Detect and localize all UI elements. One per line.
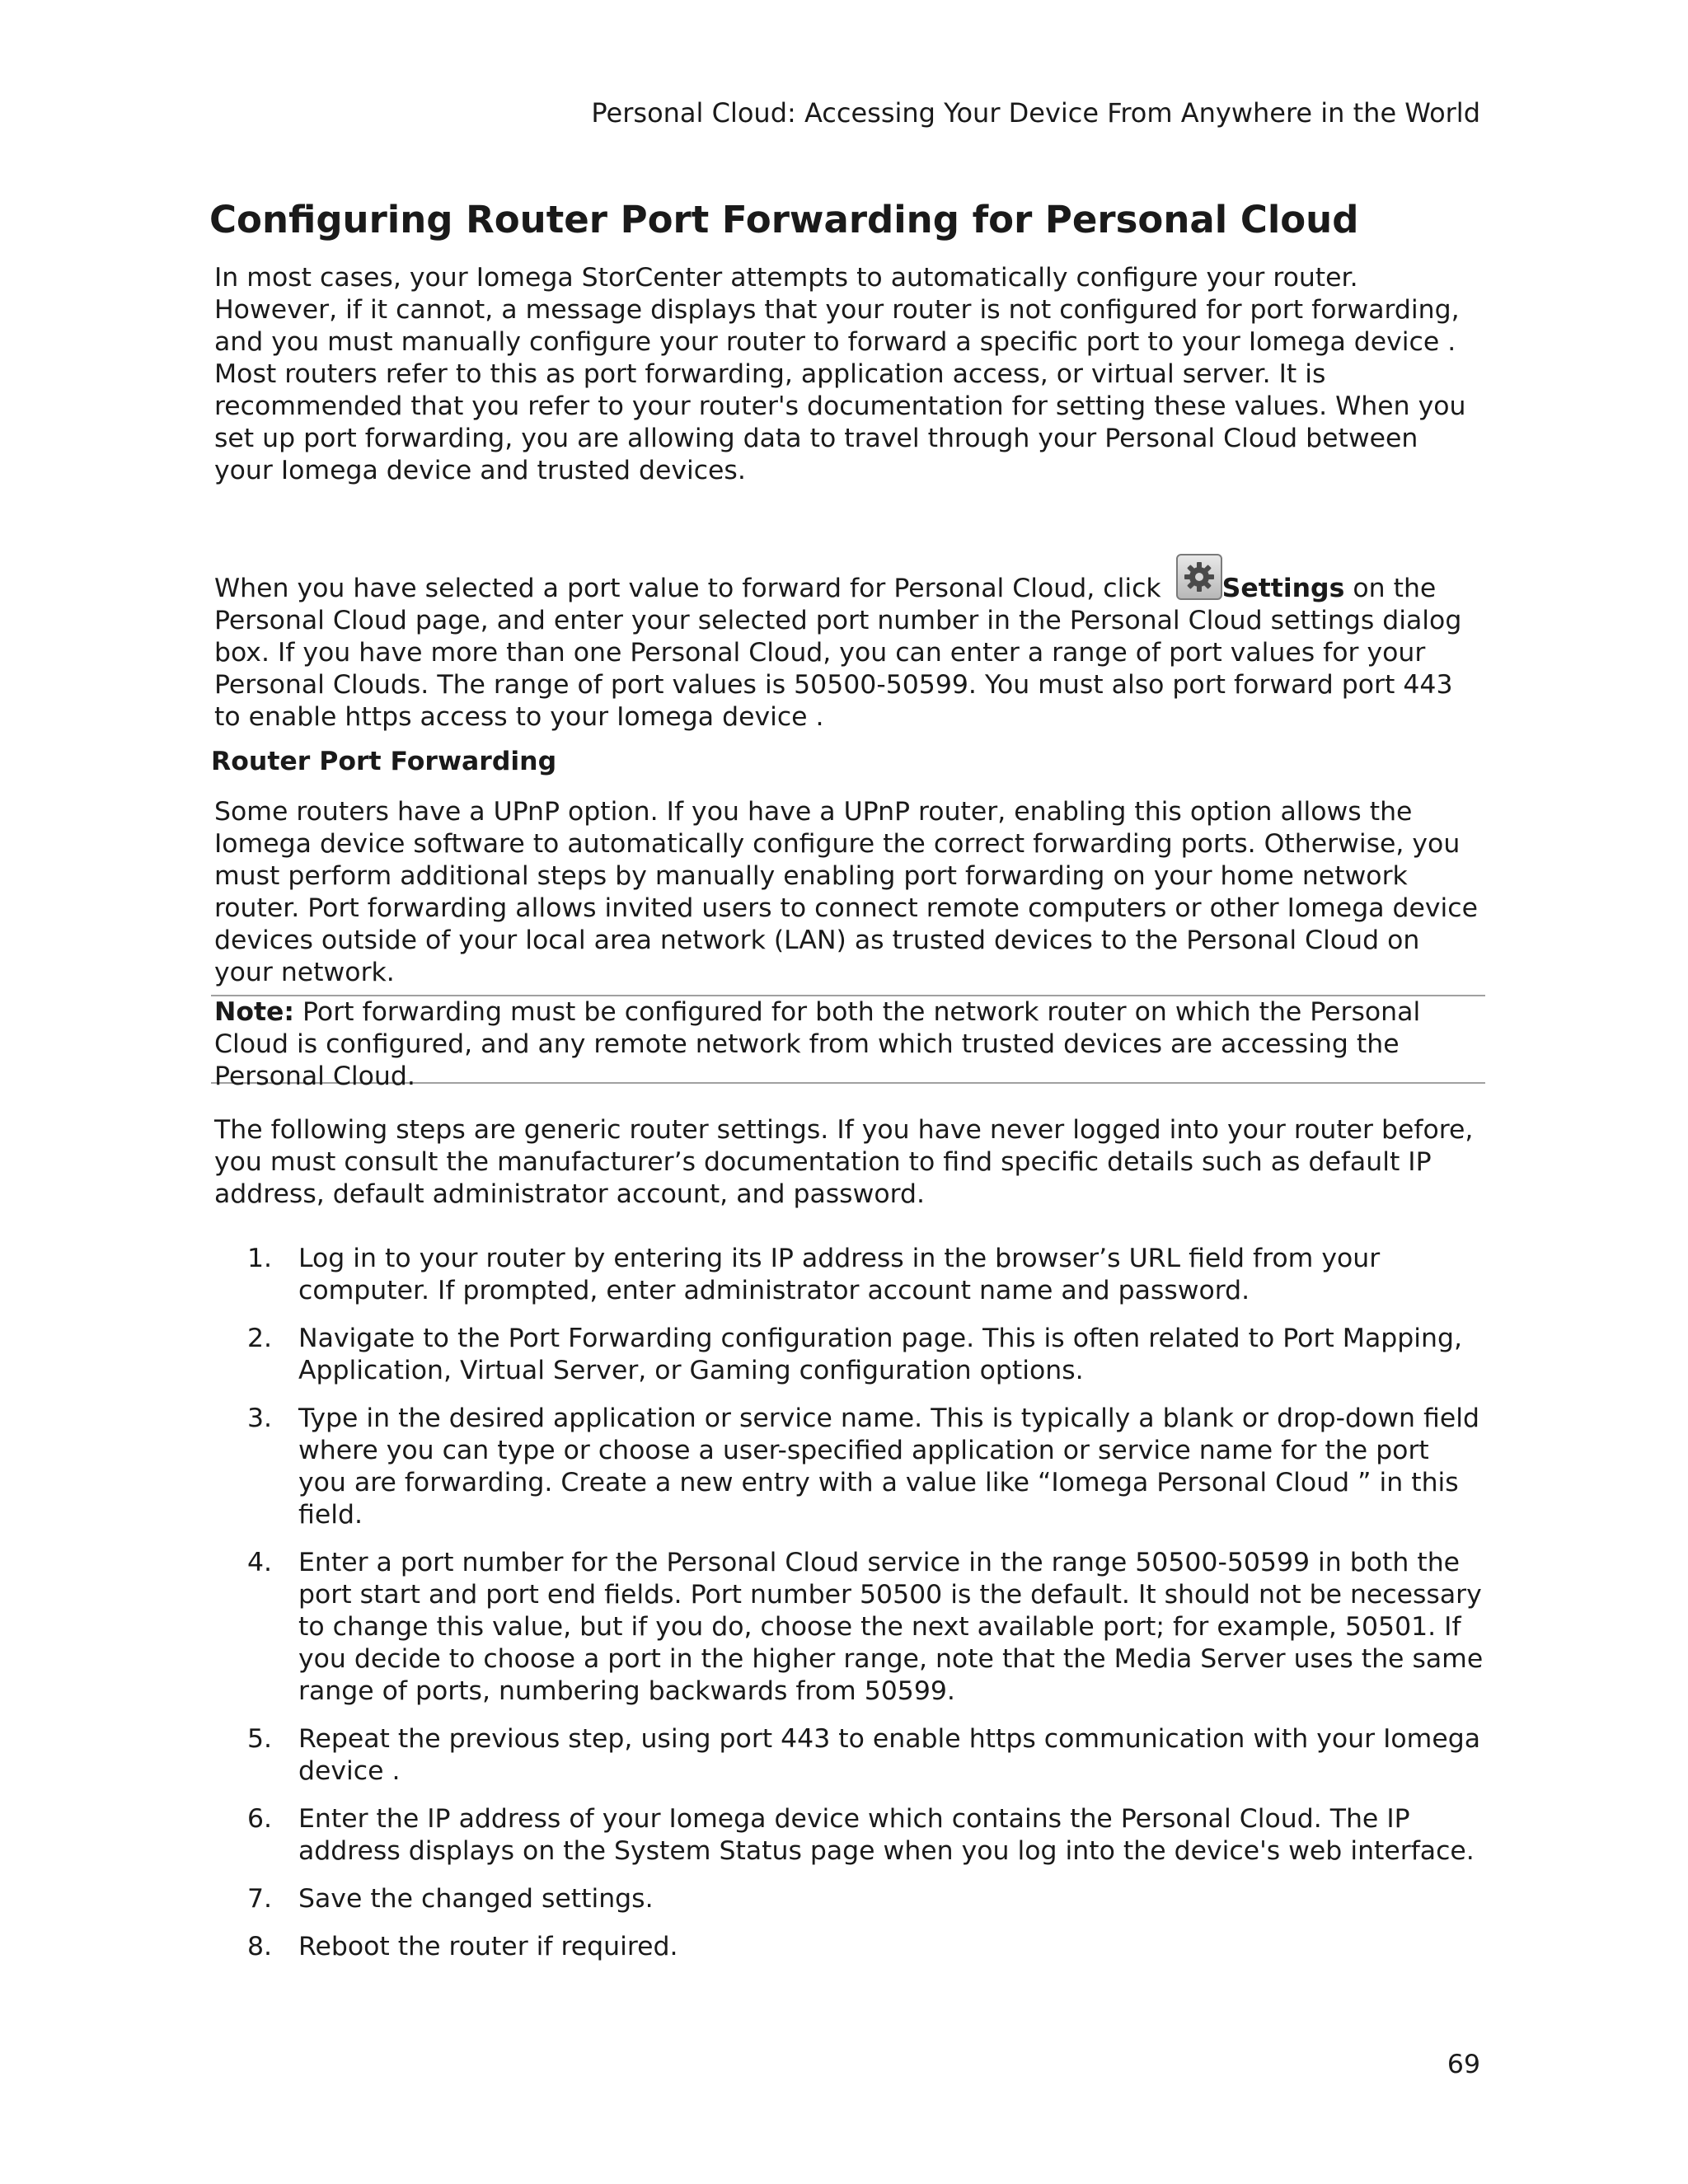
page-number: 69: [1447, 2050, 1480, 2079]
note-box: [211, 995, 1485, 1091]
note-label: Note:: [214, 997, 295, 1027]
step-text: Repeat the previous step, using port 443 to enable https communication with your Iomega device .: [298, 1724, 1481, 1786]
step-number: 3.: [247, 1404, 273, 1433]
step-text: Log in to your router by entering its IP address in the browser’s URL field from your computer. If prompted, enter administrator account name and password.: [298, 1244, 1381, 1305]
running-header: Personal Cloud: Accessing Your Device From Anywhere in the World: [591, 97, 1480, 129]
list-item: [214, 1883, 1484, 1915]
note-text: [214, 996, 1484, 1093]
step-text: Save the changed settings.: [298, 1884, 654, 1914]
steps-intro-paragraph: The following steps are generic router settings. If you have never logged into your router before, you must consult the manufacturer’s documentation to find specific details such as default IP address, default administrator account, and password.: [214, 1115, 1474, 1209]
list-item: [214, 1403, 1484, 1531]
step-number: 4.: [247, 1548, 273, 1577]
list-item: [214, 1323, 1484, 1387]
subsection-title: Router Port Forwarding: [211, 747, 557, 776]
upnp-paragraph: Some routers have a UPnP option. If you have a UPnP router, enabling this option allows the Iomega device software to automatically configure the correct forwarding ports. Otherwise, you must perform additional steps by manually enabling port forwarding on your home network router. Port forwarding allows invited users to connect remote computers or other Iomega device devices outside of your local area network (LAN) as trusted devices to the Personal Cloud on your network.: [214, 797, 1478, 987]
gear-icon: [1176, 554, 1222, 600]
list-item: [214, 1243, 1484, 1307]
step-number: 8.: [247, 1932, 273, 1961]
step-number: 7.: [247, 1884, 273, 1914]
list-item: [214, 1547, 1484, 1708]
settings-paragraph: [214, 554, 1484, 733]
list-item: [214, 1803, 1484, 1868]
settings-label: Settings: [1221, 574, 1345, 603]
list-item: [214, 1931, 1484, 1963]
note-body: Port forwarding must be configured for both the network router on which the Personal Cloud is configured, and any remote network from which trusted devices are accessing the Personal Cloud.: [214, 997, 1421, 1091]
step-text: Navigate to the Port Forwarding configuration page. This is often related to Port Mapping, Application, Virtual Server, or Gaming configuration options.: [298, 1324, 1462, 1385]
step-number: 1.: [247, 1244, 273, 1273]
step-number: 5.: [247, 1724, 273, 1754]
intro-paragraph: In most cases, your Iomega StorCenter attempts to automatically configure your router. However, if it cannot, a message displays that your router is not configured for port forwarding, and you must manually configure your router to forward a specific port to your Iomega device . Most routers refer to this as port forwarding, application access, or virtual server. It is recommended that you refer to your router's documentation for setting these values. When you set up port forwarding, you are allowing data to travel through your Personal Cloud between your Iomega device and trusted devices.: [214, 263, 1466, 485]
step-number: 2.: [247, 1324, 273, 1353]
settings-para-before: When you have selected a port value to forward for Personal Cloud, click: [214, 574, 1170, 603]
settings-para-after: on the Personal Cloud page, and enter your selected port number in the Personal Cloud settings dialog box. If you have more than one Personal Cloud, you can enter a range of port values for your Personal Clouds. The range of port values is 50500-50599. You must also port forward port 443 to enable https access to your Iomega device .: [214, 574, 1462, 732]
section-title: Configuring Router Port Forwarding for Personal Cloud: [209, 198, 1359, 241]
list-item: [214, 1723, 1484, 1788]
step-number: 6.: [247, 1804, 273, 1834]
step-text: Reboot the router if required.: [298, 1932, 678, 1961]
step-text: Enter a port number for the Personal Cloud service in the range 50500-50599 in both the port start and port end fields. Port number 50500 is the default. It should not be necessary to change this value, but if you do, choose the next available port; for example, 50501. If you decide to choose a port in the higher range, note that the Media Server uses the same range of ports, numbering backwards from 50599.: [298, 1548, 1484, 1706]
steps-list: [214, 1243, 1484, 1979]
step-text: Enter the IP address of your Iomega device which contains the Personal Cloud. The IP address displays on the System Status page when you log into the device's web interface.: [298, 1804, 1475, 1866]
step-text: Type in the desired application or service name. This is typically a blank or drop-down field where you can type or choose a user-specified application or service name for the port you are forwarding. Create a new entry with a value like “Iomega Personal Cloud ” in this field.: [298, 1404, 1479, 1530]
